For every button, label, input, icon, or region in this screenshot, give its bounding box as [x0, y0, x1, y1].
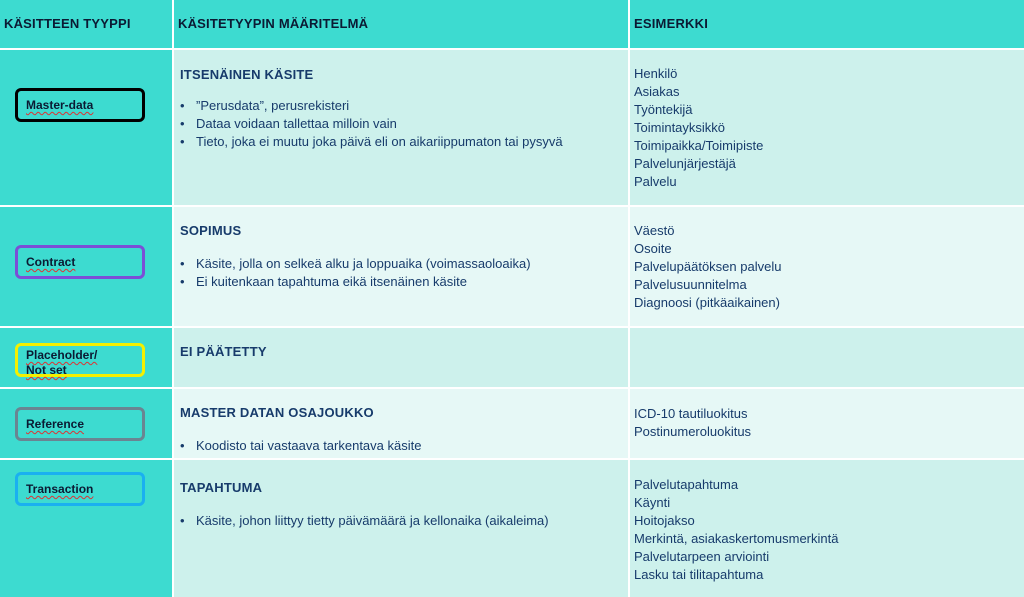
- list-item: ICD-10 tautiluokitus: [634, 406, 748, 421]
- definition-cell: [174, 460, 628, 597]
- type-label-line2: Not set: [26, 363, 67, 377]
- list-item: Palvelunjärjestäjä: [634, 156, 736, 171]
- list-item: Toimintayksikkö: [634, 120, 726, 135]
- definition-title: ITSENÄINEN KÄSITE: [180, 67, 314, 82]
- definition-title: EI PÄÄTETTY: [180, 344, 267, 359]
- list-item: Palvelutapahtuma: [634, 477, 739, 492]
- header-example: ESIMERKKI: [630, 0, 1024, 48]
- type-cell: [0, 50, 172, 205]
- list-item: Käynti: [634, 495, 671, 510]
- list-item: • Käsite, johon liittyy tietty päivämäärä ja kellonaika (aikaleima): [180, 512, 549, 530]
- example-cell: [630, 389, 1024, 458]
- definition-title: TAPAHTUMA: [180, 480, 263, 495]
- list-item: Palvelutarpeen arviointi: [634, 549, 770, 564]
- type-label: Contract: [26, 255, 76, 269]
- table-row-placeholder: [0, 328, 1024, 387]
- list-item: Henkilö: [634, 66, 678, 81]
- list-item: Palvelusuunnitelma: [634, 277, 747, 292]
- list-item: • Ei kuitenkaan tapahtuma eikä itsenäinen käsite: [180, 273, 531, 291]
- list-item: Työntekijä: [634, 102, 693, 117]
- definition-title: SOPIMUS: [180, 223, 242, 238]
- example-cell: [630, 328, 1024, 387]
- definition-bullets: [180, 512, 549, 530]
- example-list: [634, 405, 751, 441]
- example-cell: [630, 460, 1024, 597]
- list-item: Hoitojakso: [634, 513, 695, 528]
- type-badge-master-data: [15, 88, 145, 122]
- example-list: [634, 476, 838, 584]
- definition-cell: [174, 389, 628, 458]
- definition-bullets: [180, 97, 563, 151]
- list-item: Palvelu: [634, 174, 677, 189]
- definition-cell: [174, 50, 628, 205]
- type-cell: [0, 207, 172, 326]
- type-badge-placeholder: [15, 343, 145, 377]
- header-definition: KÄSITETYYPIN MÄÄRITELMÄ: [174, 0, 628, 48]
- type-badge-contract: [15, 245, 145, 279]
- list-item: Osoite: [634, 241, 672, 256]
- type-label: Transaction: [26, 482, 94, 496]
- type-badge-transaction: [15, 472, 145, 506]
- type-cell: [0, 460, 172, 597]
- table-row-reference: [0, 389, 1024, 458]
- type-badge-reference: [15, 407, 145, 441]
- definition-bullets: [180, 437, 421, 455]
- example-cell: [630, 50, 1024, 205]
- definition-title: MASTER DATAN OSAJOUKKO: [180, 405, 374, 420]
- list-item: • Dataa voidaan tallettaa milloin vain: [180, 115, 563, 133]
- list-item: Postinumeroluokitus: [634, 424, 752, 439]
- list-item: • Tieto, joka ei muutu joka päivä eli on aikariippumaton tai pysyvä: [180, 133, 563, 151]
- list-item: • Käsite, jolla on selkeä alku ja loppuaika (voimassaoloaika): [180, 255, 531, 273]
- table-row-master-data: [0, 50, 1024, 205]
- definition-cell: [174, 207, 628, 326]
- header-concept-type: KÄSITTEEN TYYPPI: [0, 0, 172, 48]
- list-item: Diagnoosi (pitkäaikainen): [634, 295, 780, 310]
- table-row-transaction: [0, 460, 1024, 597]
- type-cell: [0, 389, 172, 458]
- definition-bullets: [180, 255, 531, 291]
- list-item: Lasku tai tilitapahtuma: [634, 567, 764, 582]
- example-cell: [630, 207, 1024, 326]
- type-label: Master-data: [26, 98, 94, 112]
- list-item: Merkintä, asiakaskertomusmerkintä: [634, 531, 839, 546]
- list-item: Väestö: [634, 223, 675, 238]
- list-item: • Koodisto tai vastaava tarkentava käsite: [180, 437, 421, 455]
- list-item: • ”Perusdata”, perusrekisteri: [180, 97, 563, 115]
- type-label: Reference: [26, 417, 85, 431]
- table-row-contract: [0, 207, 1024, 326]
- type-cell: [0, 328, 172, 387]
- list-item: Toimipaikka/Toimipiste: [634, 138, 764, 153]
- list-item: Palvelupäätöksen palvelu: [634, 259, 782, 274]
- list-item: Asiakas: [634, 84, 680, 99]
- example-list: [634, 65, 763, 191]
- definition-cell: [174, 328, 628, 387]
- type-label-line1: Placeholder/: [26, 348, 98, 362]
- example-list: [634, 222, 781, 312]
